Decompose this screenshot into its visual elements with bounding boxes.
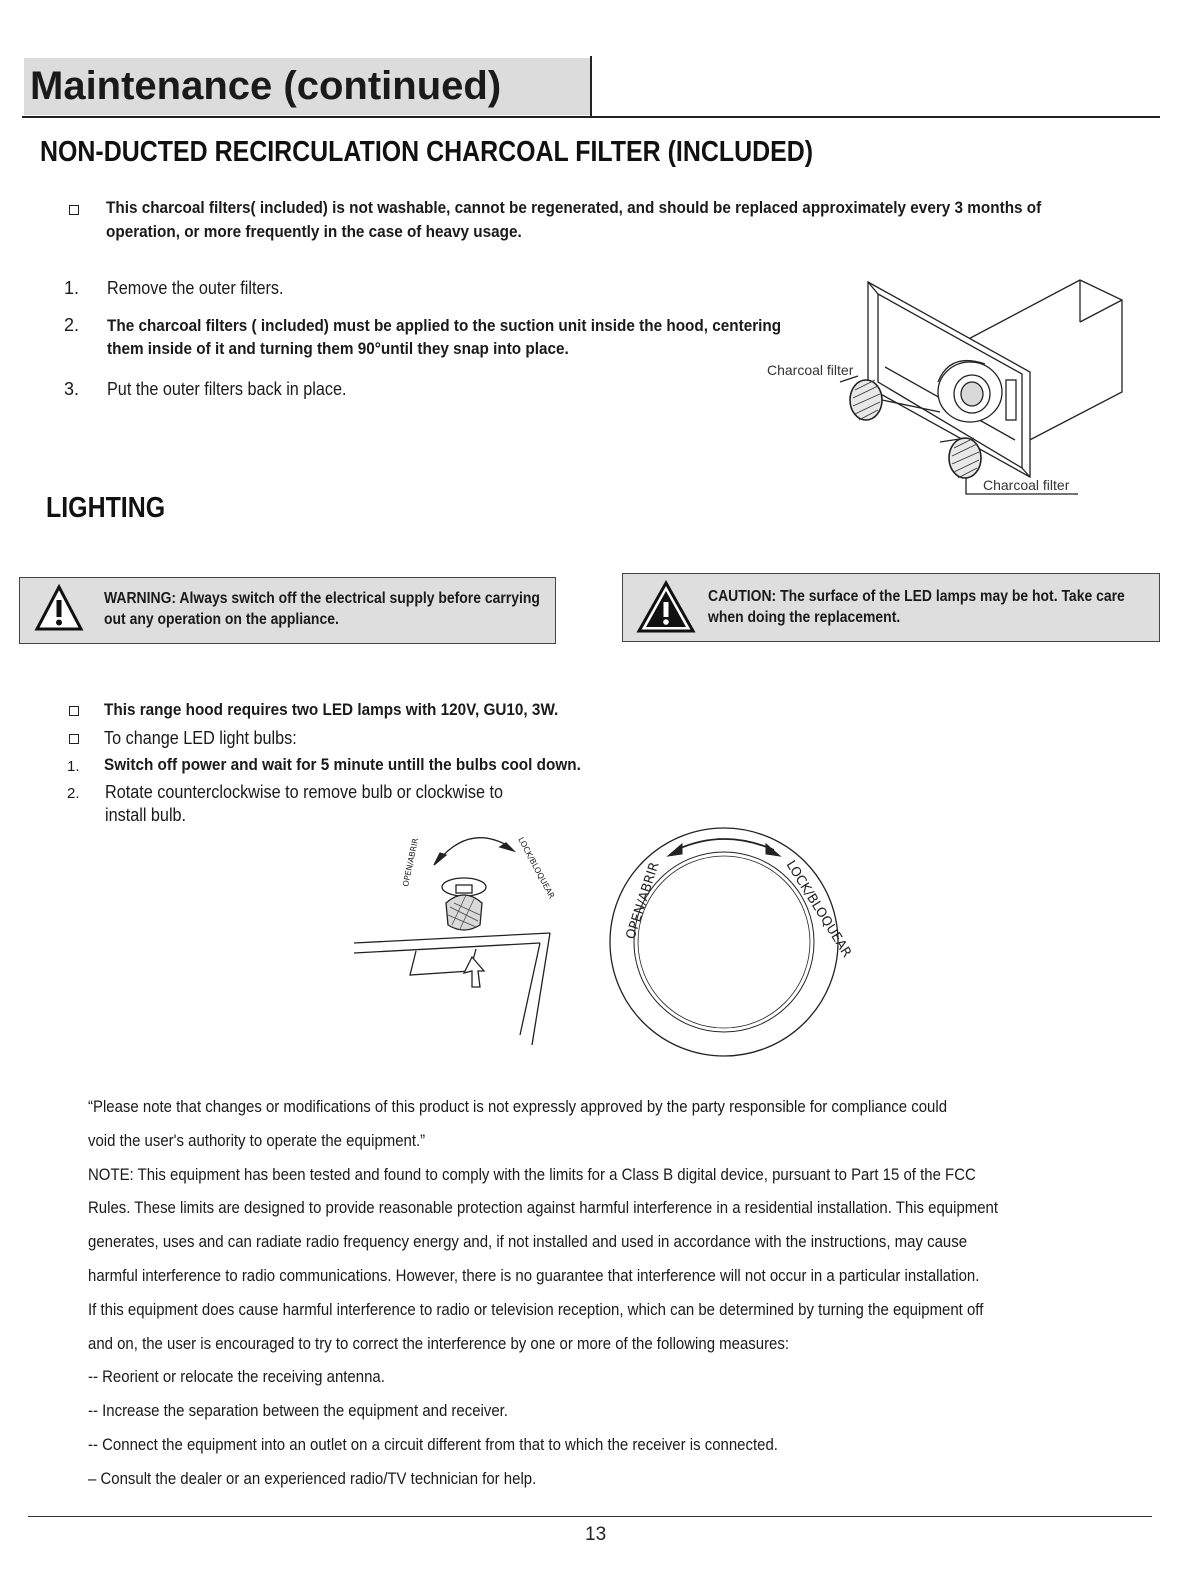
fcc-line: harmful interference to radio communications. However, there is no guarantee that interference will not occur in a particular installation. (88, 1265, 980, 1285)
fcc-line: – Consult the dealer or an experienced radio/TV technician for help. (88, 1468, 537, 1488)
charcoal-note-line1: This charcoal filters( included) is not washable, cannot be regenerated, and should be replaced approximately every 3 months of (106, 198, 1042, 217)
lighting-bullet: To change LED light bulbs: (104, 728, 297, 748)
charcoal-note-line2: operation, or more frequently in the case of heavy usage. (106, 222, 522, 241)
step-number: 1. (67, 758, 80, 775)
warning-text: WARNING: Always switch off the electrical supply before carrying (104, 590, 540, 607)
fcc-line: Rules. These limits are designed to provide reasonable protection against harmful interference in a residential installation. This equipment (88, 1198, 999, 1218)
charcoal-section-title: NON-DUCTED RECIRCULATION CHARCOAL FILTER (INCLUDED) (40, 136, 814, 168)
bulb-illustration (350, 825, 570, 1050)
bullet-box (69, 734, 79, 744)
fcc-line: -- Reorient or relocate the receiving antenna. (88, 1367, 385, 1387)
lighting-bullet: This range hood requires two LED lamps with 120V, GU10, 3W. (104, 700, 559, 719)
step-text: Remove the outer filters. (107, 278, 284, 298)
page-number: 13 (585, 1524, 607, 1545)
step-text: Put the outer filters back in place. (107, 379, 347, 399)
fcc-line: NOTE: This equipment has been tested and found to comply with the limits for a Class B digital device, pursuant to Part 15 of the FCC (88, 1164, 976, 1184)
fcc-line: -- Increase the separation between the equipment and receiver. (88, 1401, 508, 1421)
step-number: 2. (67, 785, 80, 802)
header-rule (22, 116, 1160, 118)
bullet-box (69, 205, 79, 215)
fcc-line: “Please note that changes or modifications of this product is not expressly approved by the party responsible for compliance could (88, 1097, 948, 1116)
step-text: them inside of it and turning them 90°until they snap into place. (107, 339, 569, 358)
fcc-line: -- Connect the equipment into an outlet on a circuit different from that to which the receiver is connected. (88, 1434, 778, 1454)
fcc-line: generates, uses and can radiate radio frequency energy and, if not installed and used in accordance with the instructions, may cause (88, 1232, 968, 1252)
open-label-small: OPEN/ABRIR (401, 837, 421, 888)
charcoal-filter-label: Charcoal filter (767, 362, 854, 378)
fcc-line: void the user's authority to operate the equipment.” (88, 1130, 426, 1150)
page-title: Maintenance (continued) (30, 64, 502, 108)
open-label: OPEN/ABRIR (623, 860, 663, 942)
lighting-step: Switch off power and wait for 5 minute untill the bulbs cool down. (104, 755, 581, 774)
charcoal-filter-label: Charcoal filter (983, 477, 1070, 493)
footer-rule (28, 1516, 1152, 1517)
bullet-box (69, 706, 79, 716)
header-divider (590, 56, 592, 116)
lock-label: LOCK/BLOQUEAR (782, 858, 855, 961)
caution-text: when doing the replacement. (708, 609, 901, 626)
lock-label-small: LOCK/BLOQUEAR (516, 835, 557, 901)
step-text: The charcoal filters ( included) must be applied to the suction unit inside the hood, centering (107, 316, 782, 335)
caution-icon (636, 580, 696, 634)
lighting-section-title: LIGHTING (46, 492, 166, 524)
lighting-step: install bulb. (105, 805, 187, 825)
fcc-line: If this equipment does cause harmful interference to radio or television reception, which can be determined by turning the equipment off (88, 1299, 984, 1319)
caution-text: CAUTION: The surface of the LED lamps may be hot. Take care (708, 588, 1125, 605)
step-number: 1. (64, 278, 80, 298)
fcc-line: and on, the user is encouraged to try to correct the interference by one or more of the following measures: (88, 1333, 790, 1353)
fcc-statement (88, 1090, 1148, 1496)
step-number: 3. (64, 379, 80, 399)
step-number: 2. (64, 315, 80, 335)
warning-text: out any operation on the appliance. (104, 611, 339, 628)
lamp-ring-illustration (606, 828, 855, 1064)
lighting-step: Rotate counterclockwise to remove bulb or clockwise to (105, 782, 503, 802)
warning-icon (34, 584, 84, 632)
hood-filter-illustration (760, 272, 1140, 502)
